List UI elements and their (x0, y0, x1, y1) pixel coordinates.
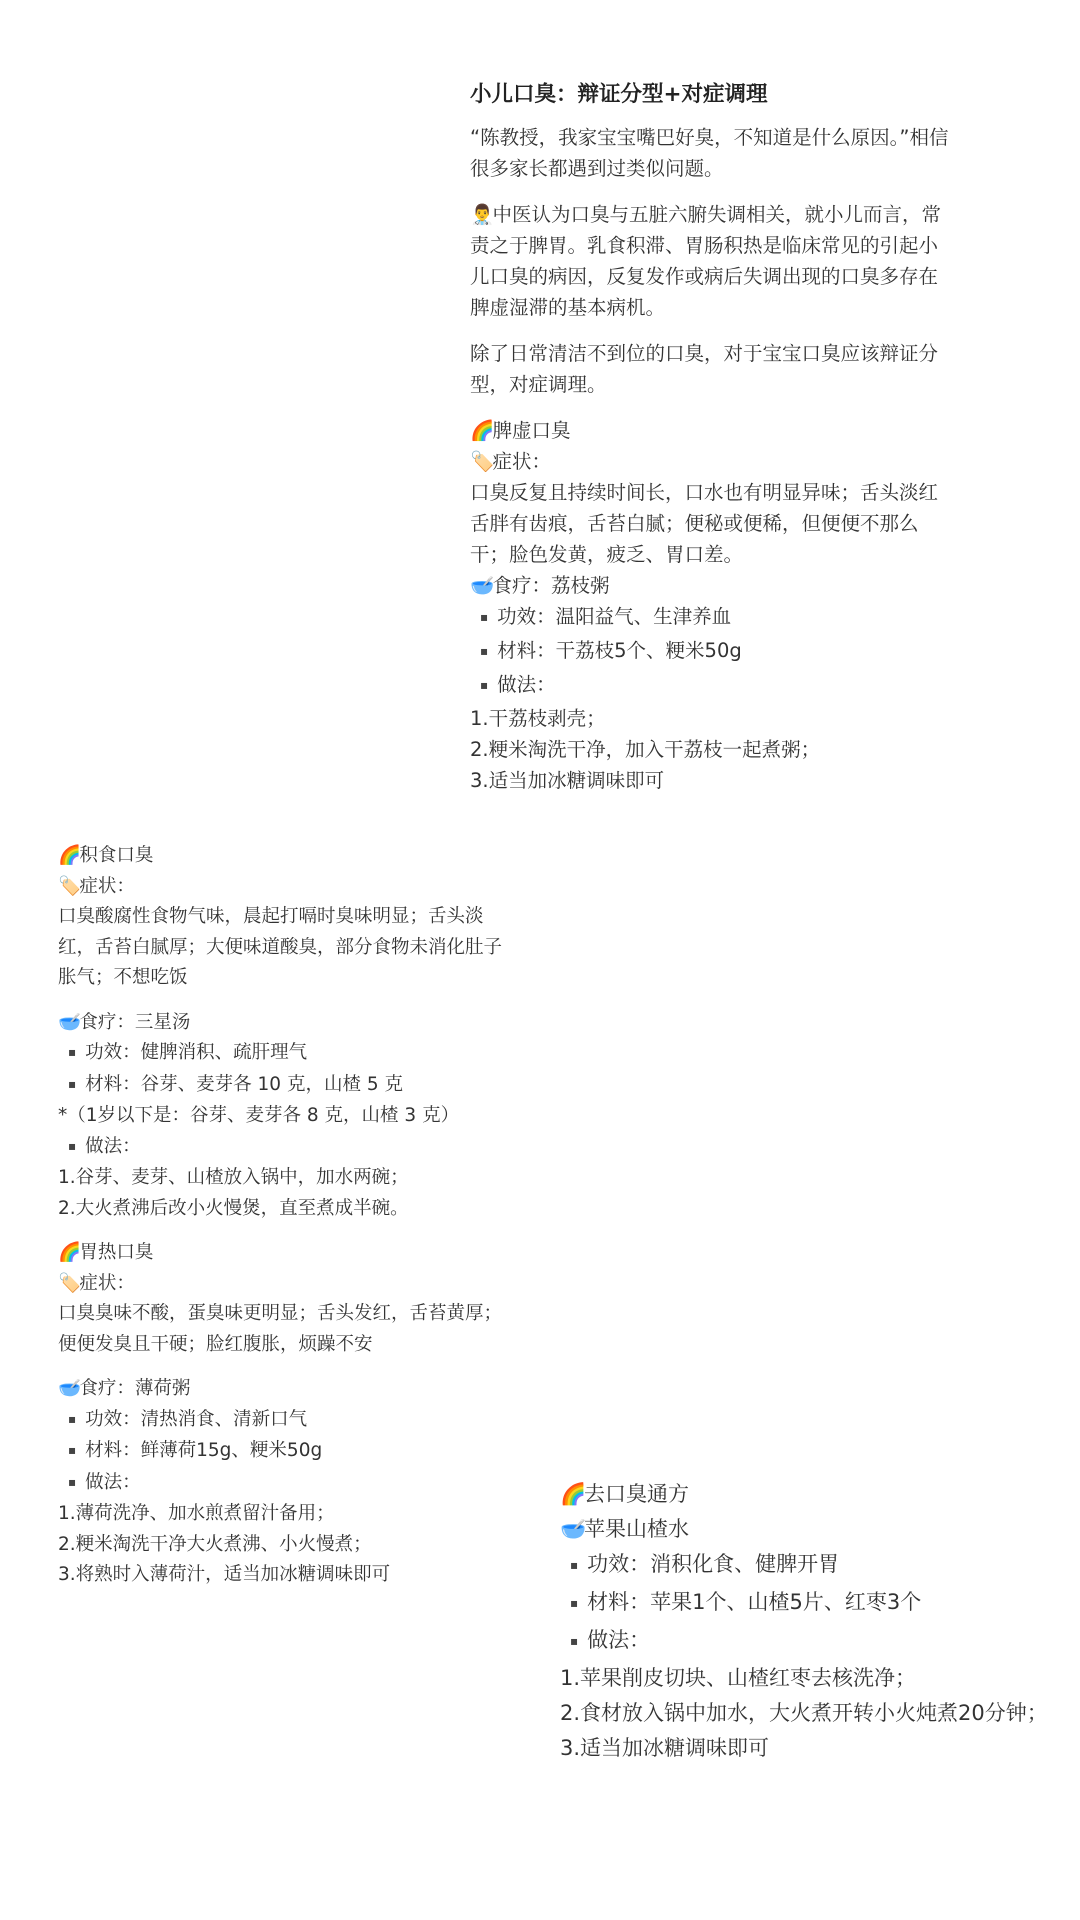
diet-text: 苹果山楂水 (584, 1517, 690, 1541)
section-food-retention (58, 841, 518, 1224)
tcm-paragraph (470, 199, 950, 323)
tcm-text: 中医认为口臭与五脏六腑失调相关，就小儿而言，常责之于脾胃。乳食积滞、胃肠积热是临床常见的引起小儿口臭的病因，反复发作或病后失调出现的口臭多存在脾虚湿滞的基本病机。 (470, 203, 941, 319)
bowl-icon: 🥣 (58, 1011, 82, 1033)
bowl-icon: 🥣 (470, 574, 495, 597)
step-2: 2.粳米淘洗干净，加入干荔枝一起煮粥； (470, 738, 821, 761)
diet-line (58, 1008, 518, 1039)
heading-text: 去口臭通方 (584, 1482, 690, 1506)
diet-text: 食疗：薄荷粥 (79, 1378, 191, 1399)
method-item: ▪ 做法： (58, 1468, 518, 1500)
step-1: 1.苹果削皮切块、山楂红枣去核洗净； (560, 1666, 917, 1690)
rainbow-icon: 🌈 (58, 1242, 82, 1263)
heading-text: 脾虚口臭 (492, 419, 571, 442)
symptom-text: 口臭臭味不酸，蛋臭味更明显；舌头发红，舌苔黄厚；便便发臭且干硬；脸红腹胀，烦躁不安 (58, 1303, 503, 1355)
step-2: 2.大火煮沸后改小火慢煲，直至煮成半碗。 (58, 1197, 409, 1219)
step-3: 3.适当加冰糖调味即可 (560, 1736, 770, 1760)
rainbow-icon: 🌈 (560, 1482, 587, 1506)
bowl-icon: 🥣 (560, 1517, 587, 1541)
effect-item: ▪ 功效：健脾消积、疏肝理气 (58, 1038, 518, 1070)
section-heading (560, 1477, 1070, 1512)
section-stomach-heat (58, 1238, 518, 1591)
symptom-label (58, 872, 518, 903)
rainbow-icon: 🌈 (470, 419, 495, 442)
effect-item: ▪ 功效：温阳益气、生津养血 (470, 601, 950, 635)
diet-line (58, 1374, 518, 1405)
symptom-label-text: 症状： (492, 450, 551, 473)
age-note: *（1岁以下是：谷芽、麦芽各 8 克，山楂 3 克） (58, 1105, 460, 1126)
doctor-icon: 👨‍⚕️ (470, 203, 495, 226)
symptom-label (470, 446, 950, 477)
tag-icon: 🏷️ (58, 875, 82, 897)
page-title: 小儿口臭：辩证分型+对症调理 (470, 82, 768, 107)
effect-item: ▪ 功效：消积化食、健脾开胃 (560, 1547, 1070, 1585)
section-heading (58, 1238, 518, 1269)
diet-line (470, 570, 950, 601)
advice-paragraph: 除了日常清洁不到位的口臭，对于宝宝口臭应该辩证分型，对症调理。 (470, 342, 939, 396)
symptom-label-text: 症状： (79, 1272, 135, 1294)
material-item: ▪ 材料：干荔枝5个、粳米50g (470, 635, 950, 669)
symptom-label (58, 1269, 518, 1300)
symptom-label-text: 症状： (79, 875, 135, 897)
intro-paragraph: “陈教授，我家宝宝嘴巴好臭，不知道是什么原因。”相信很多家长都遇到过类似问题。 (470, 126, 949, 180)
step-2: 2.粳米淘洗干净大火煮沸、小火慢煮； (58, 1533, 372, 1555)
step-1: 1.谷芽、麦芽、山楂放入锅中，加水两碗； (58, 1167, 409, 1188)
heading-text: 积食口臭 (79, 845, 154, 866)
material-item: ▪ 材料：谷芽、麦芽各 10 克，山楂 5 克 (58, 1070, 518, 1102)
method-item: ▪ 做法： (58, 1132, 518, 1164)
heading-text: 胃热口臭 (79, 1242, 154, 1263)
diet-text: 食疗：荔枝粥 (492, 574, 610, 597)
step-2: 2.食材放入锅中加水，大火煮开转小火炖煮20分钟； (560, 1701, 1048, 1725)
step-1: 1.薄荷洗净、加水煎煮留汁备用； (58, 1503, 335, 1524)
section-heading (470, 415, 950, 446)
step-1: 1.干荔枝剥壳； (470, 707, 606, 730)
tag-icon: 🏷️ (470, 450, 495, 473)
section-spleen-deficiency (470, 78, 950, 796)
symptom-text: 口臭酸腐性食物气味，晨起打嗝时臭味明显；舌头淡红，舌苔白腻厚；大便味道酸臭，部分食物未消化肚子胀气；不想吃饭 (58, 906, 503, 988)
method-item: ▪ 做法： (470, 669, 950, 703)
method-item: ▪ 做法： (560, 1623, 1070, 1661)
diet-line (560, 1512, 1070, 1547)
rainbow-icon: 🌈 (58, 845, 82, 866)
step-3: 3.将熟时入薄荷汁，适当加冰糖调味即可 (58, 1564, 391, 1585)
effect-item: ▪ 功效：清热消食、清新口气 (58, 1405, 518, 1437)
section-general-remedy (560, 1477, 1070, 1766)
material-item: ▪ 材料：鲜薄荷15g、粳米50g (58, 1436, 518, 1468)
bowl-icon: 🥣 (58, 1378, 82, 1399)
symptom-text: 口臭反复且持续时间长，口水也有明显异味；舌头淡红舌胖有齿痕，舌苔白腻；便秘或便稀，但便便不那么干；脸色发黄，疲乏、胃口差。 (470, 481, 939, 566)
section-heading (58, 841, 518, 872)
material-item: ▪ 材料：苹果1个、山楂5片、红枣3个 (560, 1585, 1070, 1623)
diet-text: 食疗：三星汤 (79, 1011, 191, 1033)
step-3: 3.适当加冰糖调味即可 (470, 769, 665, 792)
tag-icon: 🏷️ (58, 1272, 82, 1294)
